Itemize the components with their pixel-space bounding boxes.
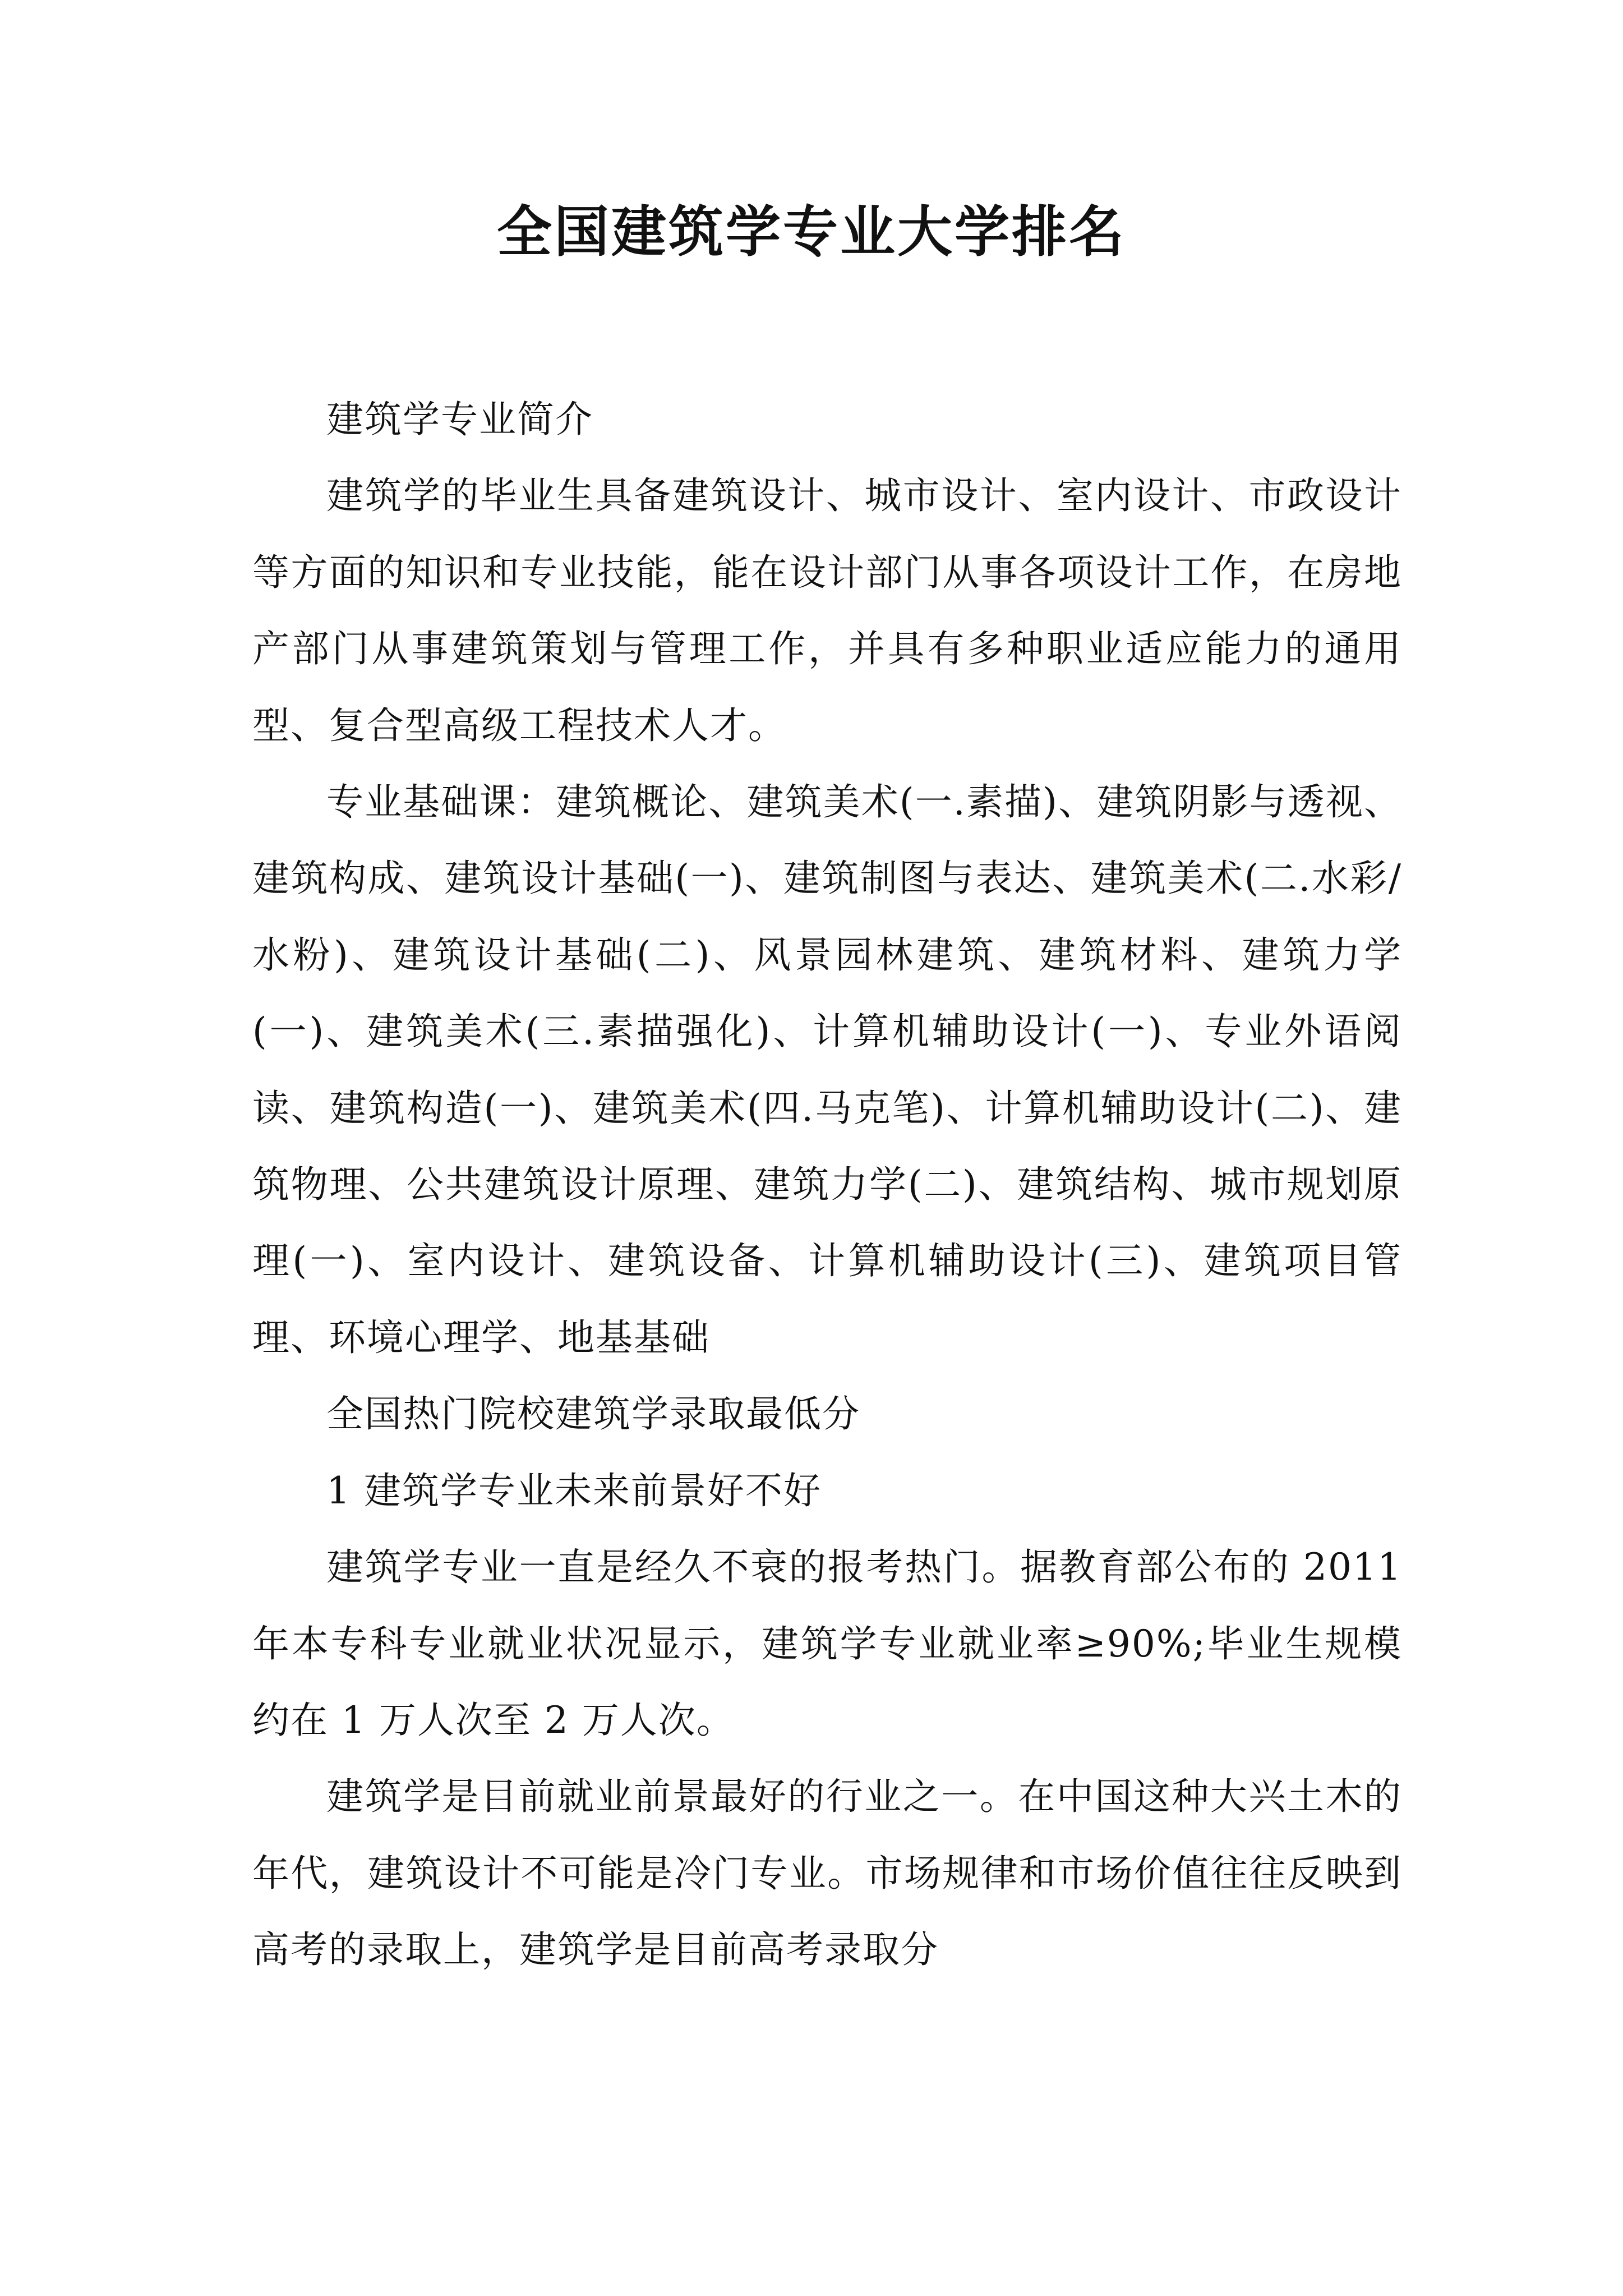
- document-body: [252, 381, 1402, 1989]
- document-title: 全国建筑学专业大学排名: [496, 200, 1126, 264]
- paragraph-intro-heading: 建筑学专业简介: [326, 398, 593, 441]
- paragraph-admission-scores-heading: 全国热门院校建筑学录取最低分: [326, 1392, 860, 1436]
- paragraph-graduate-description: 建筑学的毕业生具备建筑设计、城市设计、室内设计、市政设计等方面的知识和专业技能，能在设计部门从事各项设计工作，在房地产部门从事建筑策划与管理工作，并具有多种职业适应能力的通用型、复合型高级工程技术人才。: [252, 474, 1402, 747]
- paragraph-prospects-heading: 1 建筑学专业未来前景好不好: [326, 1469, 822, 1512]
- paragraph-core-courses: 专业基础课：建筑概论、建筑美术(一.素描)、建筑阴影与透视、建筑构成、建筑设计基础(一)、建筑制图与表达、建筑美术(二.水彩/水粉)、建筑设计基础(二)、风景园林建筑、建筑材料、建筑力学(一)、建筑美术(三.素描强化)、计算机辅助设计(一)、专业外语阅读、建筑构造(一)、建筑美术(四.马克笔)、计算机辅助设计(二)、建筑物理、公共建筑设计原理、建筑力学(二)、建筑结构、城市规划原理(一)、室内设计、建筑设备、计算机辅助设计(三)、建筑项目管理、环境心理学、地基基础: [252, 780, 1402, 1359]
- paragraph-industry-outlook: 建筑学是目前就业前景最好的行业之一。在中国这种大兴土木的年代，建筑设计不可能是冷门专业。市场规律和市场价值往往反映到高考的录取上，建筑学是目前高考录取分: [252, 1775, 1402, 1972]
- paragraph-employment-rate: 建筑学专业一直是经久不衰的报考热门。据教育部公布的 2011 年本专科专业就业状况显示，建筑学专业就业率≥90%;毕业生规模约在 1 万人次至 2 万人次。: [252, 1545, 1402, 1742]
